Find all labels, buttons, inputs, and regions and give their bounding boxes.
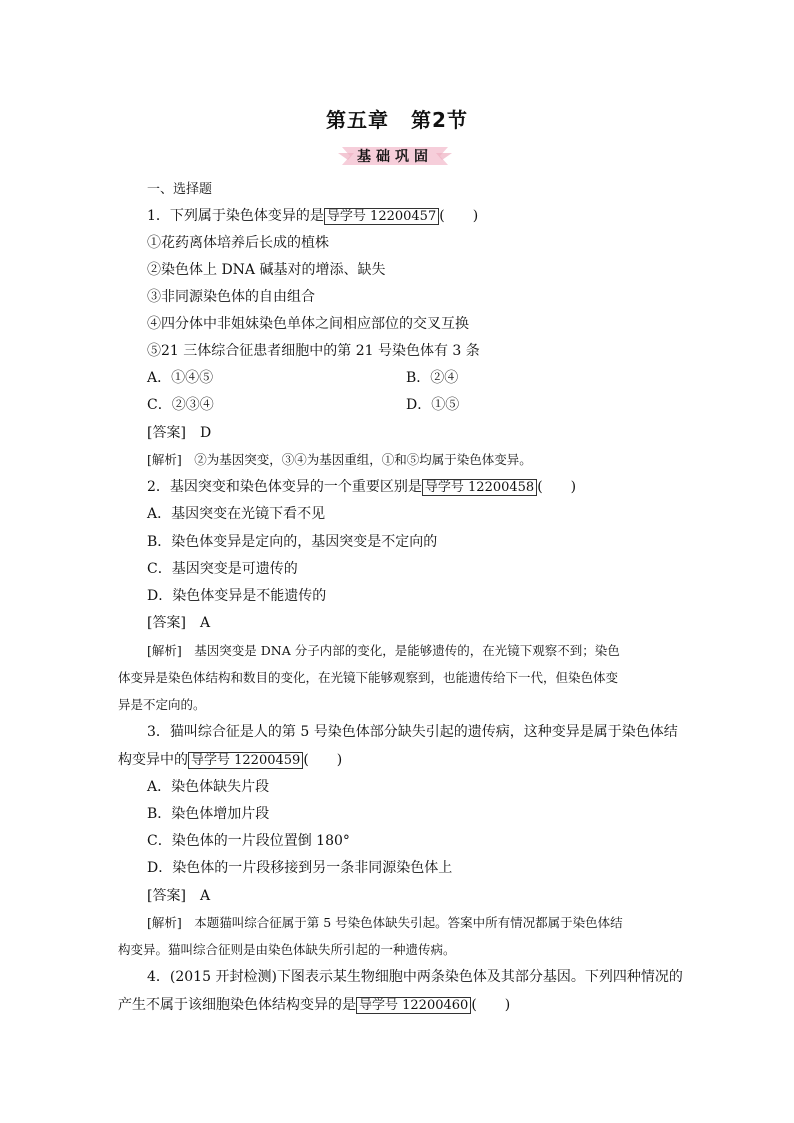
section-banner xyxy=(336,143,454,169)
question-3-stem: 3．猫叫综合征是人的第 5 号染色体部分缺失引起的遗传病，这种变异是属于染色体结 xyxy=(147,724,678,740)
option-d: D．①⑤ xyxy=(406,397,460,413)
option-a: A．①④⑤ xyxy=(147,370,214,386)
explanation-line: 异是不定向的。 xyxy=(118,697,206,712)
section-label: 第2节 xyxy=(411,108,468,132)
explanation-line: [解析] ②为基因突变，③④为基因重组，①和⑤均属于染色体变异。 xyxy=(147,452,532,467)
list-item: ④四分体中非姐妹染色单体之间相应部位的交叉互换 xyxy=(147,316,469,332)
option-a: A．基因突变在光镜下看不见 xyxy=(147,506,326,522)
option-b: B．②④ xyxy=(406,370,459,386)
answer-tag: [答案] xyxy=(147,425,186,441)
explain-tag: [解析] xyxy=(147,452,182,467)
explain-tag: [解析] xyxy=(147,915,182,930)
question-code: 导学号 12200460 xyxy=(356,997,471,1014)
list-item: ⑤21 三体综合征患者细胞中的第 21 号染色体有 3 条 xyxy=(147,343,480,359)
question-code: 导学号 12200458 xyxy=(422,479,537,496)
question-code: 导学号 12200459 xyxy=(188,752,303,769)
explanation-line: [解析] 基因突变是 DNA 分子内部的变化，是能够遗传的，在光镜下观察不到；染色 xyxy=(147,643,620,658)
answer-value: D xyxy=(199,425,212,441)
question-4-stem-cont: 产生不属于该细胞染色体结构变异的是 导学号 12200460 ( ) xyxy=(118,997,511,1013)
question-1-stem: 1．下列属于染色体变异的是 导学号 12200457 ( ) xyxy=(147,208,479,224)
option-c: C．染色体的一片段位置倒 180° xyxy=(147,833,350,849)
question-2-stem: 2．基因突变和染色体变异的一个重要区别是 导学号 12200458 ( ) xyxy=(147,479,577,495)
section-heading: 一、选择题 xyxy=(147,182,213,197)
option-b: B．染色体变异是定向的，基因突变是不定向的 xyxy=(147,534,438,550)
answer-value: A xyxy=(199,615,211,631)
list-item: ②染色体上 DNA 碱基对的增添、缺失 xyxy=(147,262,386,278)
answer-tag: [答案] xyxy=(147,615,186,631)
answer-line xyxy=(147,886,210,906)
explain-tag: [解析] xyxy=(147,643,182,658)
explanation-line: 构变异。猫叫综合征则是由染色体缺失所引起的一种遗传病。 xyxy=(118,942,456,957)
option-d: D．染色体变异是不能遗传的 xyxy=(147,588,327,604)
question-4-stem: 4．(2015 开封检测)下图表示某生物细胞中两条染色体及其部分基因。下列四种情况的 xyxy=(147,969,683,985)
option-d: D．染色体的一片段移接到另一条非同源染色体上 xyxy=(147,860,453,876)
explanation-line: [解析] 本题猫叫综合征属于第 5 号染色体缺失引起。答案中所有情况都属于染色体结 xyxy=(147,915,623,930)
question-3-stem-cont: 构变异中的 导学号 12200459 ( ) xyxy=(118,752,343,768)
answer-value: A xyxy=(199,888,211,904)
option-b: B．染色体增加片段 xyxy=(147,806,270,822)
option-a: A．染色体缺失片段 xyxy=(147,779,270,795)
page-title xyxy=(0,104,794,133)
answer-line xyxy=(147,423,211,443)
chapter-label: 第五章 xyxy=(326,108,390,132)
question-code: 导学号 12200457 xyxy=(324,208,439,225)
explanation-line: 体变异是染色体结构和数目的变化，在光镜下能够观察到，也能遗传给下一代，但染色体变 xyxy=(118,670,619,685)
answer-line xyxy=(147,613,210,633)
option-c: C．②③④ xyxy=(147,397,214,413)
banner-text: 基础巩固 xyxy=(357,149,433,165)
option-c: C．基因突变是可遗传的 xyxy=(147,561,298,577)
answer-tag: [答案] xyxy=(147,888,186,904)
list-item: ①花药离体培养后长成的植株 xyxy=(147,235,329,251)
list-item: ③非同源染色体的自由组合 xyxy=(147,289,315,305)
